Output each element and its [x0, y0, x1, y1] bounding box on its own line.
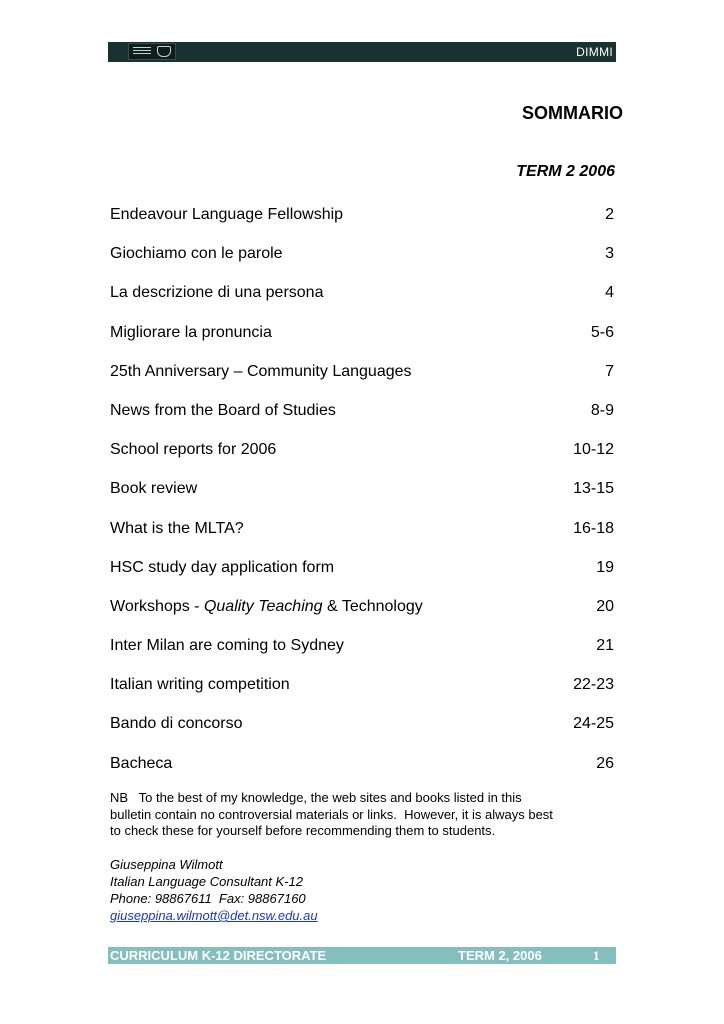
toc-item-title: Endeavour Language Fellowship: [110, 206, 344, 223]
toc-item-page: 16-18: [573, 519, 614, 537]
toc-item-title: School reports for 2006: [110, 441, 277, 459]
toc-item-title: 25th Anniversary – Community Languages: [110, 362, 412, 380]
toc-item-title: [110, 598, 423, 616]
toc-item-page: 7: [605, 362, 614, 380]
toc-item-title: Bacheca: [110, 754, 173, 772]
toc-item: [110, 559, 614, 598]
toc-item: [110, 637, 614, 676]
toc-item: [110, 598, 614, 637]
toc-item-title: Inter Milan are coming to Sydney: [110, 637, 344, 655]
footer-term: TERM 2, 2006: [458, 948, 542, 963]
toc-item-page: 21: [596, 637, 614, 655]
page-title: SOMMARIO: [522, 103, 623, 123]
footer-bar: [108, 947, 616, 964]
signature-name: Giuseppina Wilmott: [110, 857, 223, 872]
toc-item-page: 24-25: [573, 715, 614, 733]
toc-item-page: 26: [596, 754, 614, 772]
toc-item-title: Italian writing competition: [110, 676, 290, 694]
department-logo: [128, 43, 176, 60]
crest-icon: [157, 46, 171, 57]
toc-item-title: What is the MLTA?: [110, 519, 244, 537]
toc-item-title: News from the Board of Studies: [110, 401, 336, 419]
toc-item-page: 10-12: [573, 441, 614, 459]
toc-item: [110, 245, 614, 284]
toc-item: [110, 206, 614, 245]
toc-item: [110, 676, 614, 715]
toc-item-page: 3: [605, 245, 614, 263]
email-link[interactable]: giuseppina.wilmott@det.nsw.edu.au: [110, 908, 318, 923]
toc-item-page: 5-6: [590, 323, 614, 341]
toc-item-title: Giochiamo con le parole: [110, 245, 283, 263]
toc-item-title-prefix: Workshops -: [110, 597, 204, 615]
toc-item-page: 20: [596, 597, 614, 615]
toc-item-title-suffix: & Technology: [322, 597, 423, 615]
term-label: TERM 2 2006: [516, 163, 615, 180]
toc-item: [110, 324, 614, 363]
footer-directorate: CURRICULUM K-12 DIRECTORATE: [110, 948, 327, 963]
nb-line: to check these for yourself before recommending them to students.: [110, 823, 496, 838]
toc-item: [110, 363, 614, 402]
toc-item-page: 8-9: [590, 401, 614, 419]
table-of-contents: [110, 206, 614, 794]
toc-item-title: HSC study day application form: [110, 558, 335, 576]
nb-note: [110, 790, 620, 840]
toc-item: [110, 402, 614, 441]
toc-item-page: 22-23: [573, 676, 614, 694]
toc-item-title: Migliorare la pronuncia: [110, 323, 272, 341]
toc-item-page: 13-15: [573, 480, 614, 498]
signature-phone: Phone: 98867611 Fax: 98867160: [110, 891, 306, 906]
nb-line: bulletin contain no controversial materials or links. However, it is always best: [110, 806, 553, 822]
toc-item-title-italic: Quality Teaching: [203, 597, 323, 615]
toc-item: [110, 520, 614, 559]
toc-item-page: 19: [596, 558, 614, 576]
toc-item-title: La descrizione di una persona: [110, 284, 324, 302]
header-bar: [108, 42, 616, 62]
signature-block: [110, 856, 318, 924]
toc-item: [110, 441, 614, 480]
toc-item-title: Bando di concorso: [110, 715, 243, 733]
toc-item: [110, 755, 614, 794]
nb-line: NB To the best of my knowledge, the web sites and books listed in this: [110, 790, 522, 805]
toc-item-title: Book review: [110, 480, 198, 498]
toc-item: [110, 480, 614, 519]
toc-item-page: 4: [605, 284, 614, 302]
header-tag: DIMMI: [576, 45, 613, 59]
toc-item-page: 2: [605, 206, 614, 223]
toc-item: [110, 715, 614, 754]
page-number: 1: [593, 948, 600, 963]
toc-item: [110, 284, 614, 323]
signature-role: Italian Language Consultant K-12: [110, 874, 303, 889]
